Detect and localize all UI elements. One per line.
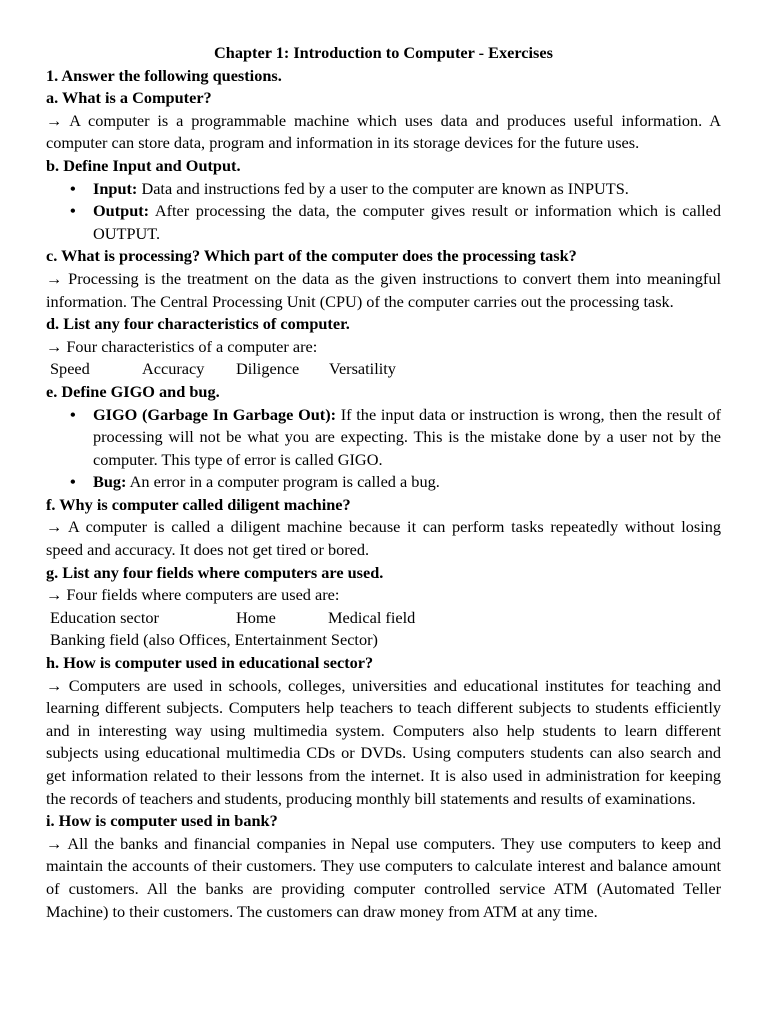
bullet-icon: • — [70, 404, 76, 424]
page-title: Chapter 1: Introduction to Computer - Exercises — [214, 43, 553, 62]
arrow-icon: → — [46, 336, 63, 356]
list-item: • GIGO (Garbage In Garbage Out): If the input data or instruction is wrong, then the result of processing will not be what you are expecting. This is the mistake done by a user not by the computer. This type of error is called GIGO. — [70, 404, 722, 469]
document-page — [46, 42, 721, 923]
arrow-icon: → — [46, 268, 63, 288]
fields-row — [46, 607, 721, 630]
question-g: g. List any four fields where computers are used. — [46, 562, 384, 582]
bullet-icon: • — [70, 178, 76, 198]
answer-i: → All the banks and financial companies in Nepal use computers. They use computers to keep and maintain the accounts of their customers. They use computers to calculate interest and balance amount of customers. All the banks are providing computer controlled service ATM (Automated Teller Machine) to their customers. The customers can draw money from ATM at any time. — [46, 833, 721, 921]
list-item: Speed — [50, 359, 90, 379]
list-item: Medical field — [328, 607, 416, 627]
arrow-icon: → — [46, 585, 63, 605]
list-item: Accuracy — [142, 359, 205, 379]
answer-c: → Processing is the treatment on the data as the given instructions to convert them into meaningful information. The Central Processing Unit (CPU) of the computer carries out the processing task. — [46, 268, 722, 311]
question-e: e. Define GIGO and bug. — [46, 381, 220, 401]
gigo-bug-list — [46, 404, 721, 494]
answer-d: → Four characteristics of a computer are: — [46, 336, 318, 356]
question-c: c. What is processing? Which part of the computer does the processing task? — [46, 246, 577, 266]
bullet-icon: • — [70, 201, 76, 221]
answer-h: → Computers are used in schools, colleges, universities and educational institutes for teaching and learning different subjects. Computers help teachers to teach different subjects to students efficiently and in interesting way using multimedia system. Computers also help students to learn different subjects using educational multimedia CDs or DVDs. Using computers students can also search and get information related to their lessons from the internet. It is also used in administration for keeping the records of teachers and students, producing monthly bill statements and results of examinations. — [46, 675, 721, 808]
list-item: Home — [236, 607, 276, 627]
list-item: • Output: After processing the data, the computer gives result or information which is called OUTPUT. — [70, 201, 722, 243]
answer-a: → A computer is a programmable machine which uses data and produces useful information. A computer can store data, program and information in its storage devices for the future uses. — [46, 110, 721, 153]
arrow-icon: → — [46, 833, 63, 853]
characteristics-row — [46, 358, 721, 381]
list-item: Diligence — [236, 359, 300, 379]
question-i: i. How is computer used in bank? — [46, 811, 278, 831]
list-item: Banking field (also Offices, Entertainment Sector) — [50, 630, 378, 650]
arrow-icon: → — [46, 110, 63, 130]
answer-g: → Four fields where computers are used are: — [46, 585, 340, 605]
question-f: f. Why is computer called diligent machine? — [46, 494, 351, 514]
answer-f: → A computer is called a diligent machine because it can perform tasks repeatedly without losing speed and accuracy. It does not get tired or bored. — [46, 517, 721, 560]
list-item: • Bug: An error in a computer program is called a bug. — [46, 471, 721, 494]
list-item: • Input: Data and instructions fed by a user to the computer are known as INPUTS. — [46, 178, 721, 201]
fields-row — [46, 629, 721, 652]
question-a: a. What is a Computer? — [46, 88, 212, 108]
question-d: d. List any four characteristics of computer. — [46, 314, 350, 334]
bullet-icon: • — [70, 472, 76, 492]
list-item: Education sector — [50, 607, 159, 627]
arrow-icon: → — [46, 517, 63, 537]
list-item: Versatility — [329, 359, 396, 379]
arrow-icon: → — [46, 675, 63, 695]
input-output-list — [46, 178, 721, 246]
question-b: b. Define Input and Output. — [46, 155, 241, 175]
section-heading: 1. Answer the following questions. — [46, 65, 282, 85]
question-h: h. How is computer used in educational sector? — [46, 653, 374, 673]
